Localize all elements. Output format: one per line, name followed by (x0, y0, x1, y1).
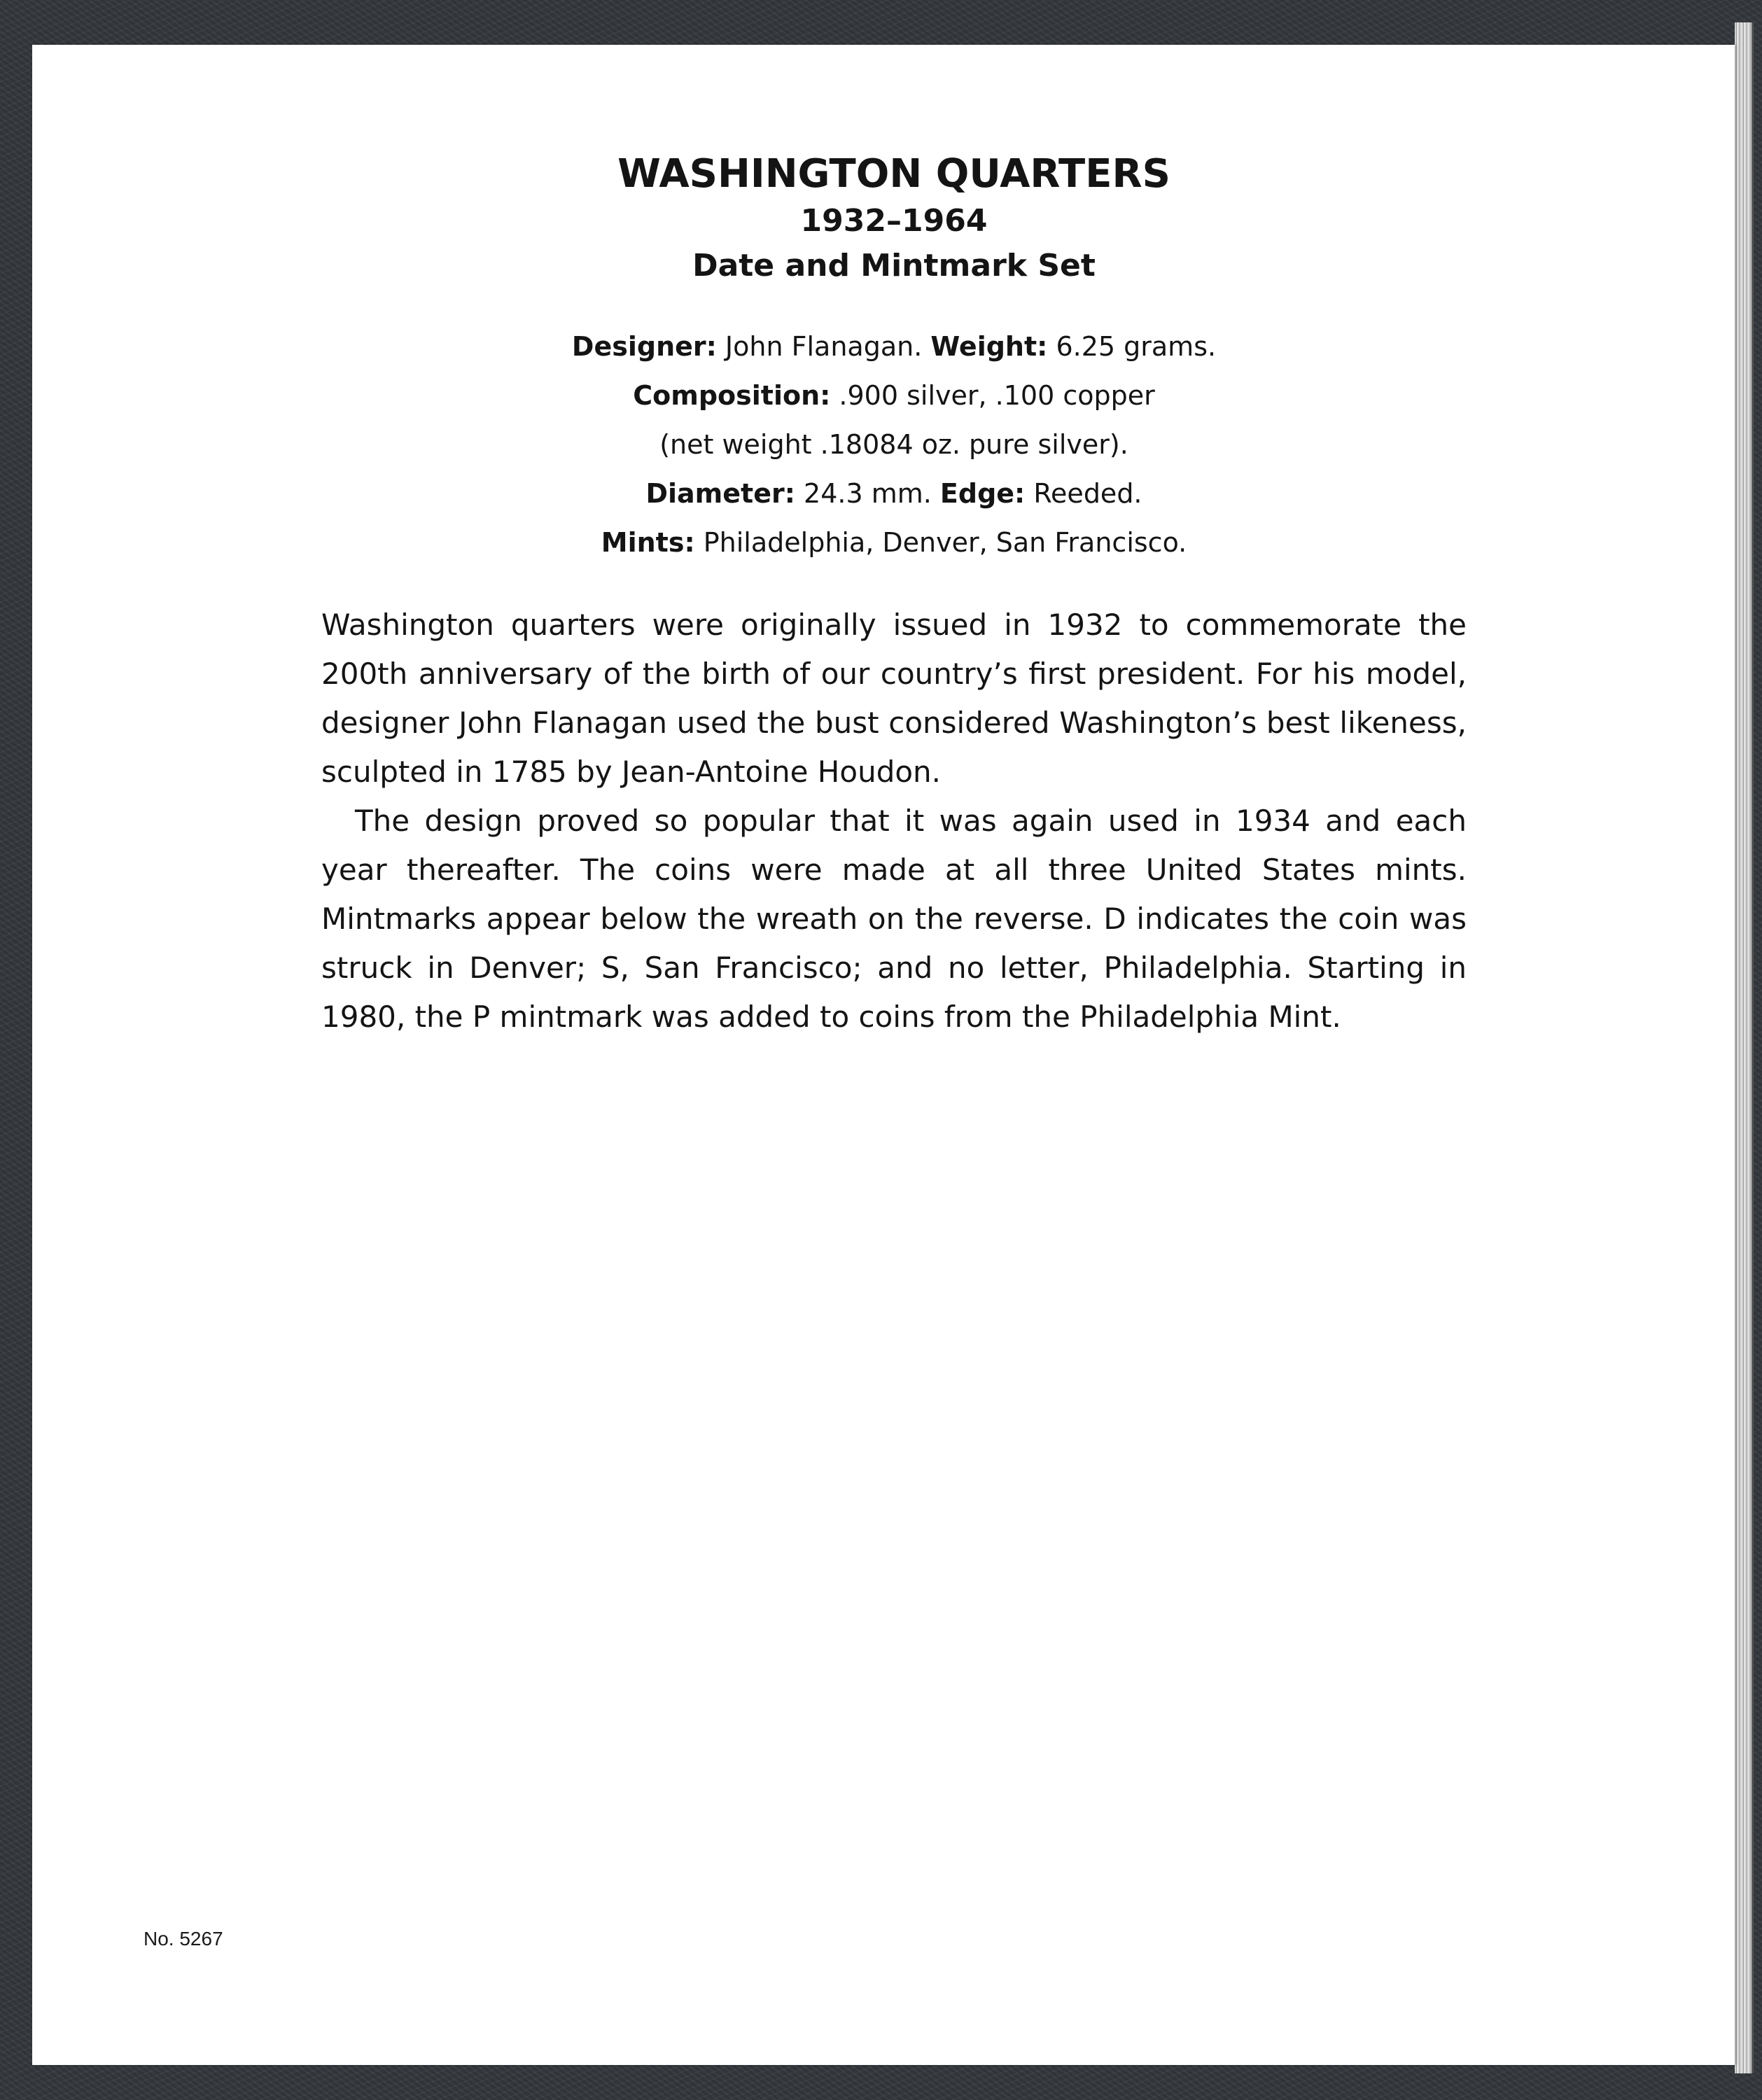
album-page (32, 45, 1735, 2065)
set-name: Date and Mintmark Set (692, 248, 1096, 284)
page-edges (1735, 22, 1754, 2073)
description (321, 601, 1467, 1042)
spec-line-diameter-edge (321, 469, 1467, 518)
weight-value: 6.25 grams. (1056, 331, 1217, 362)
composition-label: Composition: (633, 380, 831, 411)
edge-label: Edge: (939, 478, 1026, 509)
page-title: WASHINGTON QUARTERS (617, 151, 1170, 197)
mints-label: Mints: (601, 527, 695, 558)
description-paragraph-2: The design proved so popular that it was again used in 1934 and each year thereafter. The coins were made at all three United States mints. Mintmarks appear below the wreath on the reverse. D indicates the coin was struck in Denver; S, San Francisco; and no letter, Philadelphia. Starting in 1980, the P mintmark was added to coins from the Philadelphia Mint. (321, 804, 1467, 1034)
catalog-number: No. 5267 (144, 1928, 223, 1949)
designer-value: John Flanagan. (725, 331, 923, 362)
weight-label: Weight: (930, 331, 1048, 362)
spec-line-designer-weight (321, 322, 1467, 371)
edge-value: Reeded. (1033, 478, 1142, 509)
spec-line-net-weight: (net weight .18084 oz. pure silver). (659, 429, 1128, 460)
designer-label: Designer: (571, 331, 717, 362)
page-content (321, 150, 1467, 1042)
composition-value: .900 silver, .100 copper (839, 380, 1155, 411)
year-range: 1932–1964 (800, 203, 988, 239)
mints-value: Philadelphia, Denver, San Francisco. (703, 527, 1187, 558)
diameter-value: 24.3 mm. (804, 478, 932, 509)
spec-line-composition (321, 371, 1467, 420)
description-paragraph-1: Washington quarters were originally issued in 1932 to commemorate the 200th anniversary of the birth of our country’s first president. For his model, designer John Flanagan used the bust considered Washington’s best likeness, sculpted in 1785 by Jean-Antoine Houdon. (321, 608, 1467, 789)
spec-line-mints (321, 518, 1467, 567)
diameter-label: Diameter: (645, 478, 795, 509)
coin-specifications (321, 322, 1467, 567)
